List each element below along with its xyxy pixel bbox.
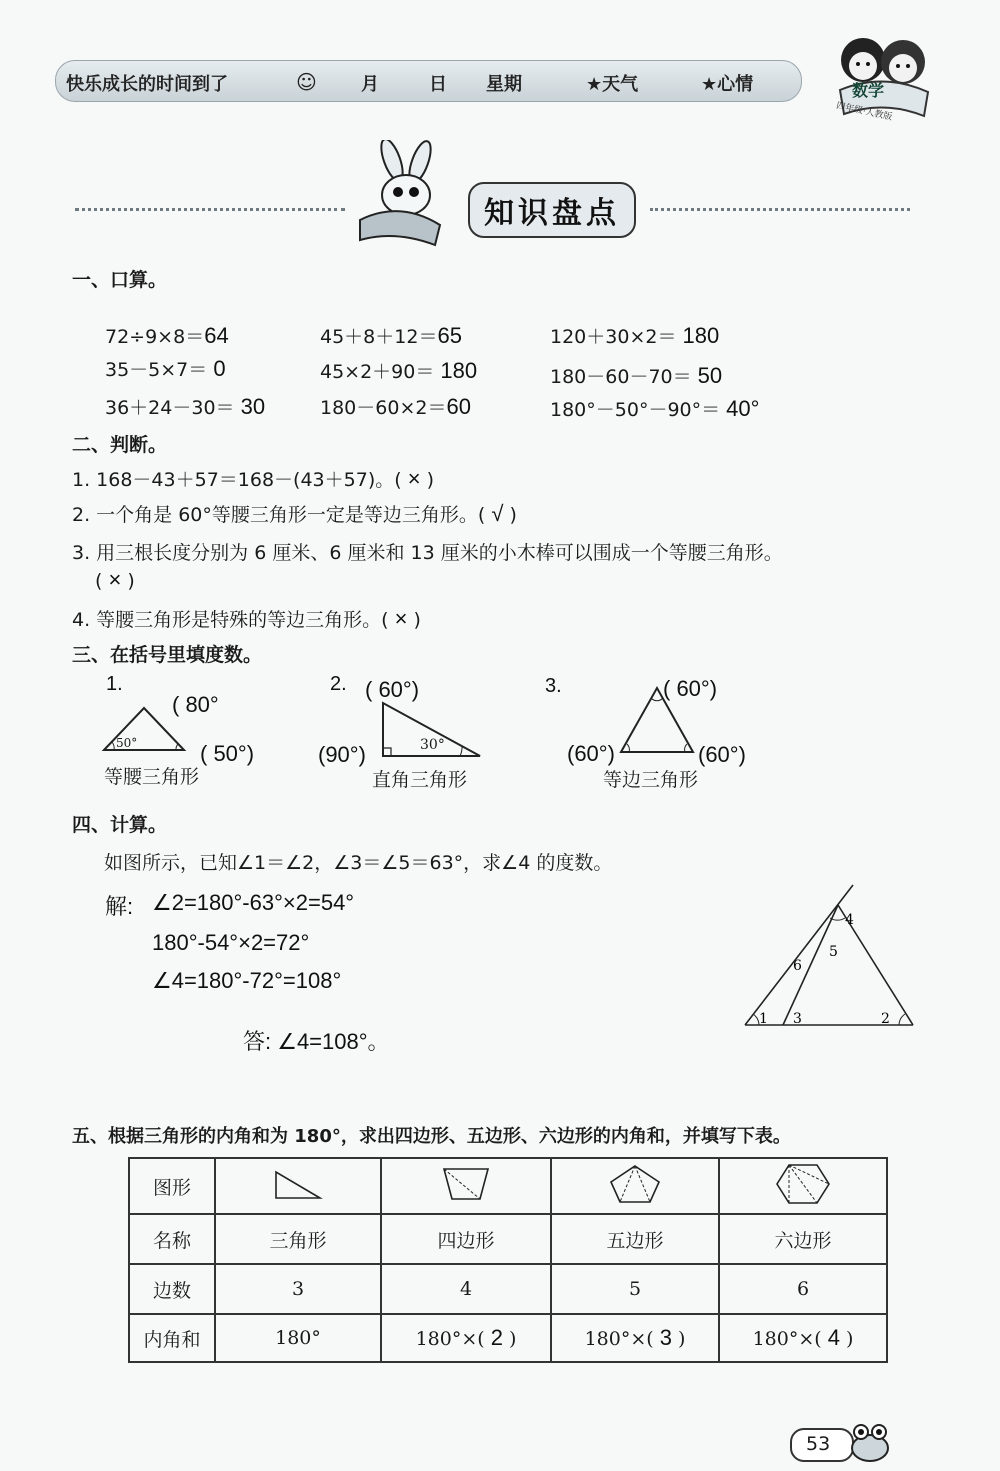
s2-title: 二、判断。 [72, 434, 168, 456]
s3-t3-right: (60°) [698, 742, 746, 767]
sides-cell: 3 [215, 1264, 381, 1314]
s4-answer: 答: ∠4=108°。 [243, 1029, 390, 1054]
section-title: 知识盘点 [468, 182, 636, 238]
header-weekday: 星期 [486, 74, 522, 95]
angle-sum-cell: 180° [215, 1314, 381, 1362]
page-number: 53 [806, 1433, 831, 1455]
s1-q9: 180°－50°－90°＝ 40° [550, 396, 760, 421]
table-row [129, 1264, 887, 1314]
name-cell: 四边形 [381, 1214, 551, 1264]
sides-cell: 5 [551, 1264, 719, 1314]
s2-a2: √ [491, 501, 504, 526]
s1-q6: 180－60－70＝ 50 [550, 363, 723, 388]
s3-title: 三、在括号里填度数。 [72, 644, 263, 666]
s3-t2-given: 30° [420, 737, 445, 753]
s3-t1-num: 1. [106, 673, 123, 695]
badge-sub: 四年级·人教版 [835, 101, 893, 123]
header-mood: ★心情 [701, 74, 754, 95]
s1-a6: 50 [697, 363, 723, 388]
sides-cell: 6 [719, 1264, 887, 1314]
angle-label-1: 1 [759, 1011, 768, 1027]
s1-q2: 45＋8＋12＝65 [320, 323, 462, 348]
s1-q1: 72÷9×8＝64 [105, 323, 229, 348]
cell-quad-shape [381, 1158, 551, 1214]
s1-q5: 45×2＋90＝ 180 [320, 358, 478, 383]
s2-a1: × [407, 466, 421, 491]
s1-q3: 120＋30×2＝ 180 [550, 323, 720, 348]
s3-t1-right: ( 50°) [200, 741, 255, 766]
name-cell: 五边形 [551, 1214, 719, 1264]
name-cell: 三角形 [215, 1214, 381, 1264]
s1-a2: 65 [437, 323, 462, 348]
angle-label-3: 3 [793, 1011, 802, 1027]
polygon-table [128, 1157, 888, 1363]
header-banner [55, 60, 802, 102]
header-weather: ★天气 [586, 74, 639, 95]
angle-sum-cell: 180°×( 4 ) [719, 1314, 887, 1362]
s2-item1: 1. 168－43＋57＝168－(43＋57)。( × ) [72, 466, 435, 491]
s3-t3-num: 3. [545, 675, 562, 697]
s1-a7: 30 [240, 394, 266, 419]
angle-sum-cell: 180°×( 2 ) [381, 1314, 551, 1362]
s1-q7: 36＋24－30＝ 30 [105, 394, 266, 419]
quadrilateral-icon [436, 1163, 496, 1205]
s1-a9: 40° [726, 396, 760, 421]
triangle-icon [268, 1164, 328, 1204]
angle-sum-answer: 3 [659, 1325, 672, 1350]
s3-t2-top: ( 60°) [365, 677, 420, 702]
s3-t3-top: ( 60°) [663, 676, 718, 701]
equilateral-triangle-figure [615, 682, 700, 757]
s3-t2-num: 2. [330, 673, 347, 695]
s4-title: 四、计算。 [72, 814, 168, 836]
s1-a8: 60 [446, 394, 471, 419]
s2-item3: 3. 用三根长度分别为 6 厘米、6 厘米和 13 厘米的小木棒可以围成一个等腰三角形。 [72, 542, 783, 564]
s2-item3-answer: ( × ) [95, 567, 135, 592]
dotted-divider [75, 208, 345, 215]
angle-sum-answer: 2 [490, 1325, 503, 1350]
s4-line2: 180°-54°×2=72° [152, 930, 310, 955]
rabbit-mascot-icon [340, 140, 460, 250]
angle-sum-answer: 4 [827, 1325, 840, 1350]
s4-sol-label: 解: [105, 894, 134, 919]
row-head-shape: 图形 [129, 1158, 215, 1214]
angle-label-6: 6 [793, 958, 802, 974]
s2-item4: 4. 等腰三角形是特殊的等边三角形。( × ) [72, 606, 421, 631]
row-head-sides: 边数 [129, 1264, 215, 1314]
angles-diagram [735, 880, 925, 1030]
badge-subject: 数学 [852, 81, 885, 100]
s3-t2-name: 直角三角形 [372, 769, 468, 791]
s3-t1-given: 50° [116, 736, 138, 750]
s1-a5: 180 [440, 358, 478, 383]
table-row [129, 1158, 887, 1214]
cell-pentagon-shape [551, 1158, 719, 1214]
doodle-icon: ☺ [296, 70, 317, 94]
pentagon-icon [605, 1162, 665, 1206]
header-month: 月 [361, 74, 379, 95]
sides-cell: 4 [381, 1264, 551, 1314]
name-cell: 六边形 [719, 1214, 887, 1264]
s4-line1: ∠2=180°-63°×2=54° [152, 890, 355, 915]
angle-sum-cell: 180°×( 3 ) [551, 1314, 719, 1362]
s5-title: 五、根据三角形的内角和为 180°，求出四边形、五边形、六边形的内角和，并填写下表。 [72, 1126, 791, 1147]
s1-a1: 64 [204, 323, 229, 348]
dotted-divider [650, 208, 910, 215]
s4-prompt: 如图所示，已知∠1＝∠2，∠3＝∠5＝63°，求∠4 的度数。 [104, 852, 613, 874]
s1-q8: 180－60×2＝60 [320, 394, 471, 419]
angle-label-2: 2 [881, 1011, 890, 1027]
s3-t2-left: (90°) [318, 742, 366, 767]
hexagon-icon [773, 1161, 833, 1207]
s4-line3: ∠4=180°-72°=108° [152, 968, 342, 993]
s1-a4: 0 [213, 356, 226, 381]
row-head-name: 名称 [129, 1214, 215, 1264]
s2-item2: 2. 一个角是 60°等腰三角形一定是等边三角形。( √ ) [72, 501, 517, 526]
s1-q4: 35－5×7＝ 0 [105, 356, 226, 381]
header-slogan: 快乐成长的时间到了 [66, 74, 228, 95]
table-row [129, 1314, 887, 1362]
s3-t1-name: 等腰三角形 [104, 766, 200, 788]
s3-t3-name: 等边三角形 [603, 769, 699, 791]
s2-a4: × [394, 606, 408, 631]
cell-hexagon-shape [719, 1158, 887, 1214]
s1-a3: 180 [682, 323, 720, 348]
s2-a3: × [108, 567, 122, 592]
angle-label-5: 5 [829, 944, 838, 960]
cell-triangle-shape [215, 1158, 381, 1214]
frog-mascot-icon [845, 1420, 895, 1464]
s3-t3-left: (60°) [567, 741, 615, 766]
header-day: 日 [429, 74, 447, 95]
s3-t1-top: ( 80° [172, 692, 219, 717]
row-head-angle-sum: 内角和 [129, 1314, 215, 1362]
angle-label-4: 4 [845, 912, 854, 928]
table-row [129, 1214, 887, 1264]
s1-title: 一、口算。 [72, 269, 168, 291]
